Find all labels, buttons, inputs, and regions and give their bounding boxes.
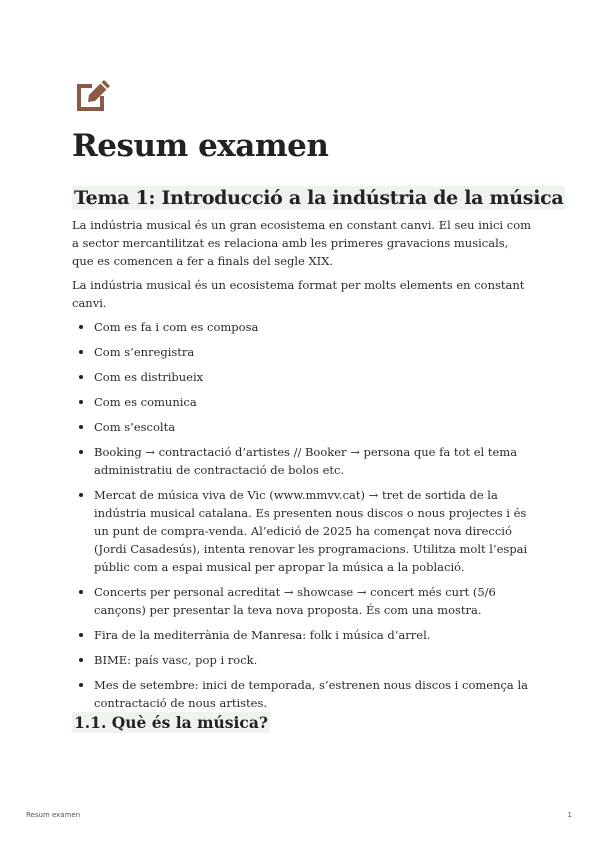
- list-item-text: Concerts per personal acreditat → showcase → concert més curt (5/6 cançons) per presentar la teva nova proposta. És com una mostra.: [94, 585, 496, 617]
- list-item-text: Booking → contractació d’artistes // Booker → persona que fa tot el tema administratiu de contractació de bolos etc.: [94, 445, 518, 477]
- section-content: [72, 216, 532, 719]
- list-item-text: Mes de setembre: inici de temporada, s’estrenen nous discos i comença la contractació de nous artistes.: [94, 678, 528, 710]
- list-item-text: Com s’enregistra: [94, 345, 195, 359]
- edit-note-icon: [74, 76, 112, 114]
- subsection-heading: 1.1. Què és la música?: [74, 713, 268, 732]
- bullet-icon: [79, 683, 83, 687]
- list-item: [72, 343, 532, 361]
- list-item: [72, 393, 532, 411]
- list-item: [72, 651, 532, 669]
- bullet-icon: [79, 375, 83, 379]
- bullet-icon: [79, 493, 83, 497]
- list-item-text: Fira de la mediterrània de Manresa: folk i música d’arrel.: [94, 628, 431, 642]
- list-item-text: Com es comunica: [94, 395, 197, 409]
- bullet-icon: [79, 590, 83, 594]
- bullet-icon: [79, 658, 83, 662]
- list-item: [72, 676, 532, 712]
- footer-page-number: 1: [567, 811, 572, 819]
- list-item-text: BIME: país vasc, pop i rock.: [94, 653, 258, 667]
- bullet-icon: [79, 425, 83, 429]
- list-item: [72, 443, 532, 479]
- section-heading-tema-1: Tema 1: Introducció a la indústria de la música: [74, 187, 564, 209]
- bullet-icon: [79, 325, 83, 329]
- list-item: [72, 418, 532, 436]
- list-item: [72, 626, 532, 644]
- list-item: [72, 318, 532, 336]
- bullet-icon: [79, 400, 83, 404]
- footer-document-title: Resum examen: [26, 811, 81, 819]
- list-item-text: Com es fa i com es composa: [94, 320, 259, 334]
- list-item: [72, 368, 532, 386]
- page-title: Resum examen: [72, 128, 329, 164]
- list-item: [72, 486, 532, 576]
- list-item: [72, 583, 532, 619]
- list-item-text: Com es distribueix: [94, 370, 204, 384]
- bullet-icon: [79, 450, 83, 454]
- bullet-icon: [79, 633, 83, 637]
- list-item-text: Mercat de música viva de Vic (www.mmvv.cat) → tret de sortida de la indústria musical catalana. Es presenten nous discos o nous projectes i és un punt de compra-venda. Al’edició de 2025 ha començat nova direcció (Jordi Casadesús), intenta renovar les programacions. Utilitza molt l’espai públic com a espai musical per apropar la música a la població.: [94, 488, 528, 574]
- bullet-icon: [79, 350, 83, 354]
- bullet-list: [72, 318, 532, 712]
- paragraph: La indústria musical és un ecosistema format per molts elements en constant canvi.: [72, 278, 525, 310]
- list-item-text: Com s’escolta: [94, 420, 176, 434]
- paragraph: La indústria musical és un gran ecosistema en constant canvi. El seu inici com a sector mercantilitzat es relaciona amb les primeres gravacions musicals, que es comencen a fer a finals del segle XIX.: [72, 218, 532, 268]
